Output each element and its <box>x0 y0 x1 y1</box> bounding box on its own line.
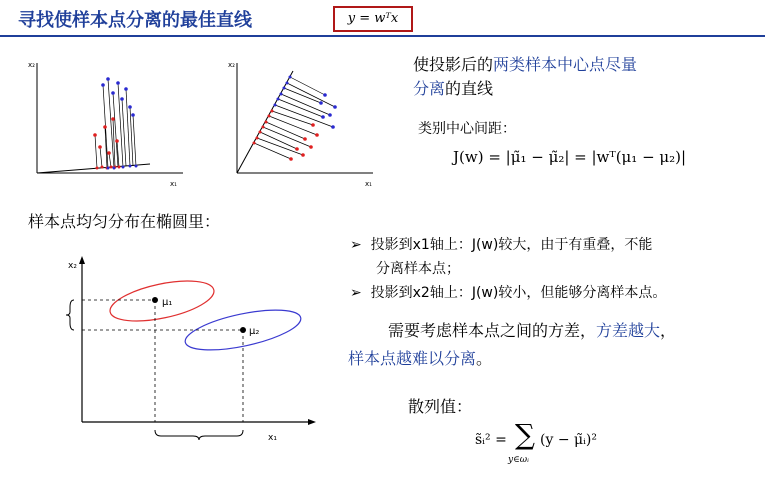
center-distance-formula: J(w) = |μ̃₁ − μ̃₂| = |wᵀ(μ₁ − μ₂)| <box>453 148 687 166</box>
mu2-label: μ₂ <box>249 326 260 337</box>
variance-period: 。 <box>476 349 493 368</box>
scatter-label: 散列值： <box>408 397 473 416</box>
projection-formula-box: y = wᵀx <box>333 6 413 32</box>
goal-prefix: 使投影后的 <box>413 55 494 74</box>
bullet-1-text: 投影到x1轴上：J(w)较大，由于有重叠，不能 <box>370 237 653 253</box>
arrow-bullet-icon: ➢ <box>350 237 362 253</box>
title-underline <box>0 35 765 37</box>
variance-highlight-1: 方差越大 <box>596 321 661 340</box>
mu1-point <box>152 297 158 303</box>
variance-comma: ， <box>660 321 677 340</box>
ellipse-caption: 样本点均匀分布在椭圆里： <box>28 212 221 231</box>
scatter-lhs: s̃ᵢ² = <box>475 432 507 448</box>
page-title: 寻找使样本点分离的最佳直线 <box>18 10 252 31</box>
mu1-label: μ₁ <box>162 297 173 308</box>
y-distance-brace <box>66 300 74 330</box>
fig1-y-label: x₂ <box>28 61 35 69</box>
sum-subscript: y∈ωᵢ <box>508 455 529 465</box>
mu2-point <box>240 327 246 333</box>
arrow-bullet-icon: ➢ <box>350 285 362 301</box>
fig2-y-label: x₂ <box>228 61 235 69</box>
variance-highlight-2: 样本点越难以分离 <box>348 349 477 368</box>
goal-line-1 <box>413 52 637 75</box>
goal-highlight-2: 分离 <box>413 79 446 98</box>
projection-figure-2 <box>225 55 385 190</box>
bullet-item-2 <box>350 281 666 305</box>
goal-line-2 <box>413 76 493 99</box>
projection-figure-1 <box>25 55 200 190</box>
goal-highlight-1: 两类样本中心点尽量 <box>493 55 638 74</box>
ellipse-x-label: x₁ <box>268 433 277 443</box>
center-distance-label: 类别中心间距： <box>418 121 516 137</box>
sum-term: (y − μ̃ᵢ)² <box>540 432 597 448</box>
goal-suffix: 的直线 <box>445 79 494 98</box>
variance-line-2 <box>348 346 492 369</box>
ellipse-figure <box>60 250 325 455</box>
ellipse-y-label: x₂ <box>68 261 77 271</box>
bullet-1-text-cont: 分离样本点； <box>376 261 460 277</box>
bullet-2-text: 投影到x2轴上：J(w)较小，但能够分离样本点。 <box>370 285 667 301</box>
sum-symbol: ∑ <box>515 418 535 451</box>
bullet-list <box>350 233 666 305</box>
x-distance-brace <box>155 430 243 440</box>
fig1-x-label: x₁ <box>170 180 177 188</box>
fig2-x-label: x₁ <box>365 180 372 188</box>
variance-prefix: 需要考虑样本点之间的方差， <box>388 321 597 340</box>
bullet-item-1 <box>350 233 666 257</box>
variance-line-1 <box>388 318 676 341</box>
